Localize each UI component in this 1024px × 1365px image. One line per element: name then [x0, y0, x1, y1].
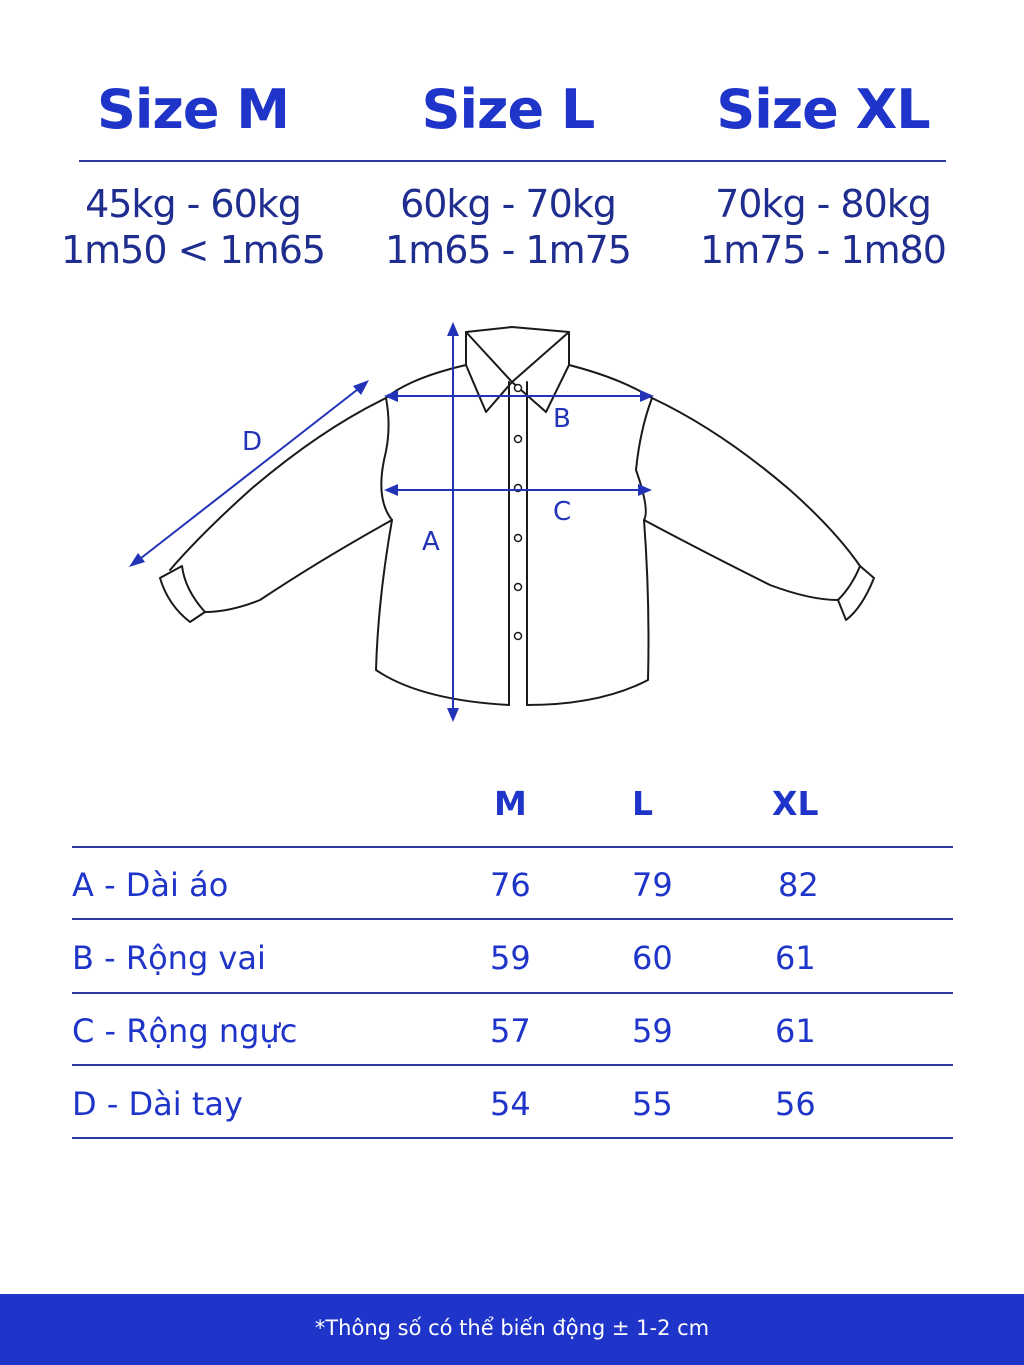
label-c: C — [553, 497, 572, 527]
cell-c-l: 59 — [632, 1012, 673, 1050]
size-l-weight: 60kg - 70kg — [400, 182, 616, 226]
row-label-c: C - Rộng ngực — [72, 1012, 298, 1050]
shirt-outline — [160, 327, 874, 705]
footer-bar — [0, 1294, 1024, 1365]
size-xl-ranges — [673, 181, 973, 273]
table-rule — [72, 1137, 953, 1139]
size-m-title: Size M — [97, 78, 289, 141]
cell-b-l: 60 — [632, 939, 673, 977]
cell-a-xl: 82 — [778, 866, 819, 904]
column-header-m: M — [494, 784, 527, 823]
label-d: D — [242, 427, 263, 457]
table-rule — [72, 918, 953, 920]
shirt-buttons — [515, 385, 522, 640]
row-label-a: A - Dài áo — [72, 866, 229, 904]
footer-note: *Thông số có thể biến động ± 1-2 cm — [314, 1316, 710, 1340]
column-header-l: L — [632, 784, 654, 823]
cell-a-m: 76 — [490, 866, 531, 904]
size-xl-weight: 70kg - 80kg — [715, 182, 931, 226]
size-l-height: 1m65 - 1m75 — [385, 228, 631, 272]
cell-c-m: 57 — [490, 1012, 531, 1050]
row-label-b: B - Rộng vai — [72, 939, 266, 977]
table-rule — [72, 1064, 953, 1066]
table-rule — [72, 992, 953, 994]
label-b: B — [553, 404, 571, 434]
size-m-weight: 45kg - 60kg — [85, 182, 301, 226]
cell-a-l: 79 — [632, 866, 673, 904]
size-l-title: Size L — [421, 78, 595, 141]
label-a: A — [422, 527, 440, 557]
column-header-xl: XL — [772, 784, 819, 823]
cell-c-xl: 61 — [775, 1012, 816, 1050]
size-xl-height: 1m75 - 1m80 — [700, 228, 946, 272]
cell-d-l: 55 — [632, 1085, 673, 1123]
shirt-measurement-diagram — [0, 300, 1024, 740]
cell-b-m: 59 — [490, 939, 531, 977]
size-xl-title: Size XL — [716, 78, 930, 141]
size-m-height: 1m50 < 1m65 — [60, 228, 326, 272]
size-l-ranges — [358, 181, 658, 273]
cell-d-xl: 56 — [775, 1085, 816, 1123]
table-rule — [72, 846, 953, 848]
header-divider — [79, 160, 946, 162]
cell-b-xl: 61 — [775, 939, 816, 977]
row-label-d: D - Dài tay — [72, 1085, 243, 1123]
measurement-labels — [242, 404, 571, 557]
size-m-ranges — [43, 181, 343, 273]
cell-d-m: 54 — [490, 1085, 531, 1123]
